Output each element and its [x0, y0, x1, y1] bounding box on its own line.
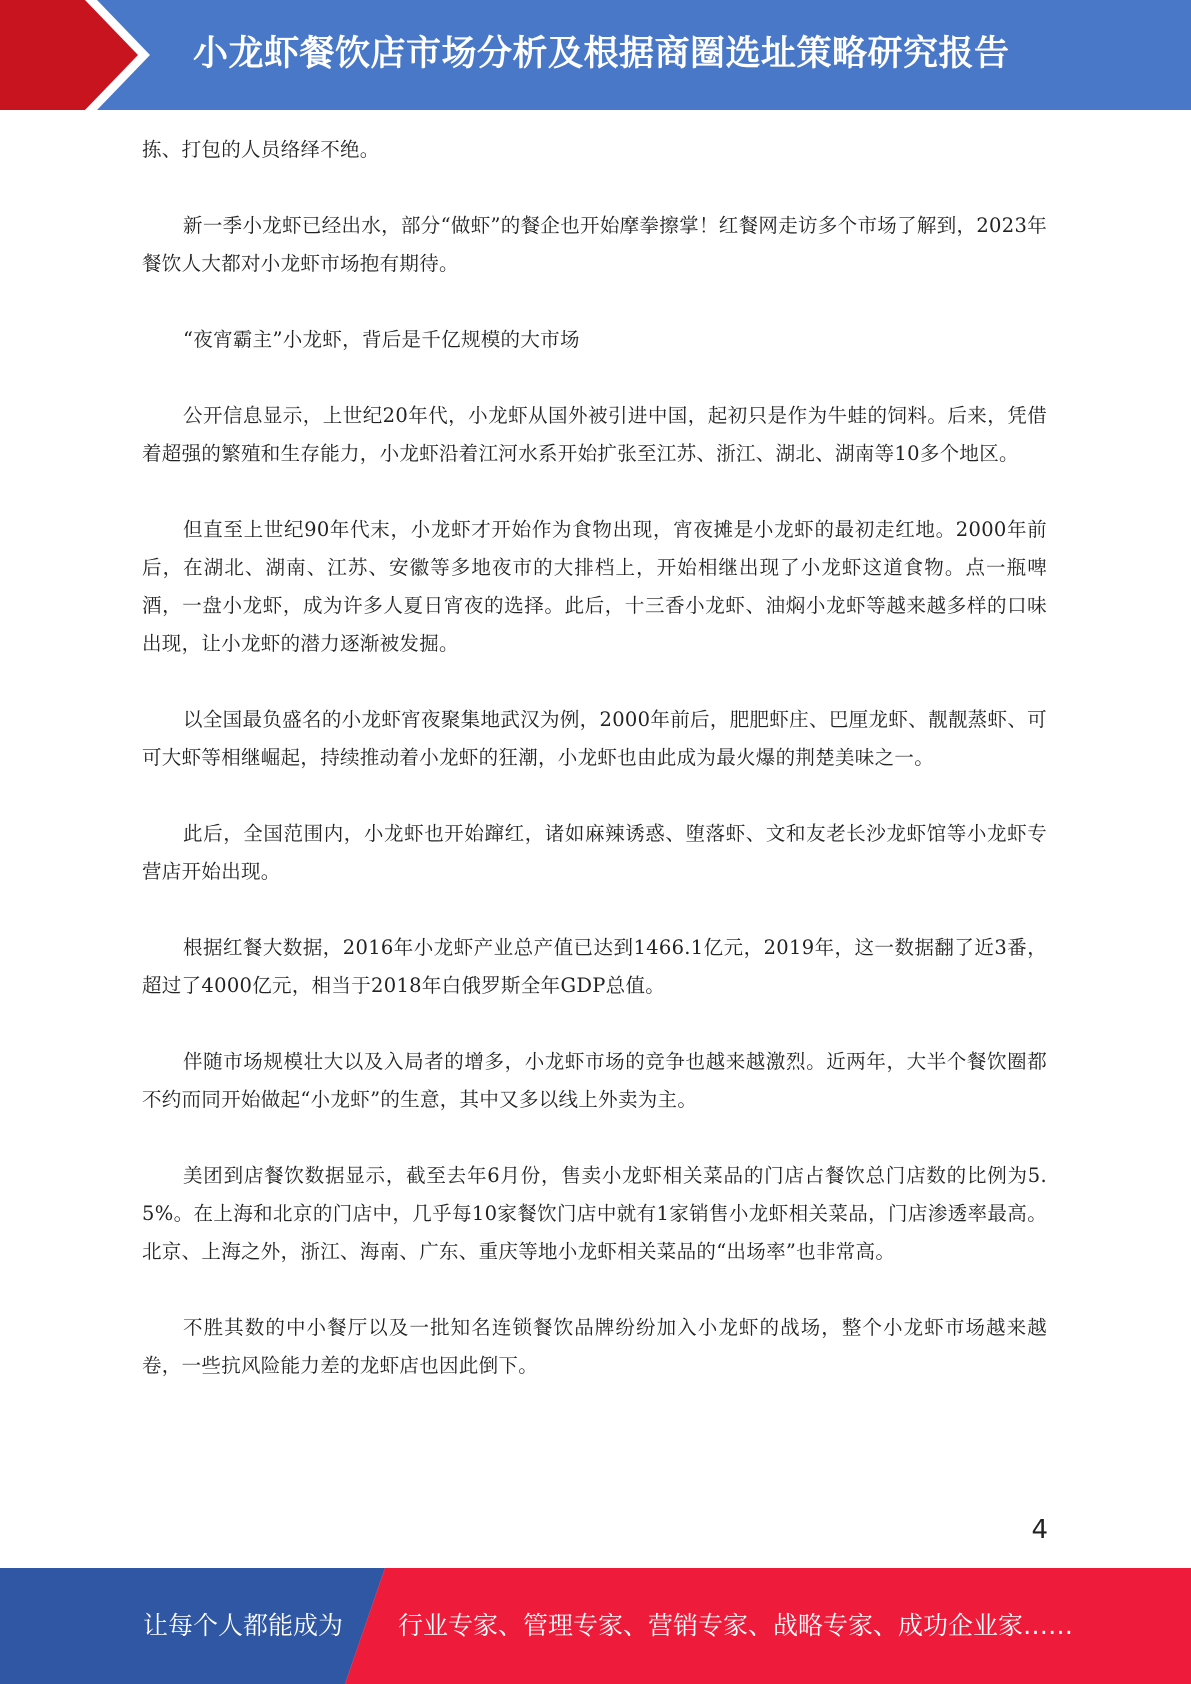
- body-paragraph: 公开信息显示，上世纪20年代，小龙虾从国外被引进中国，起初只是作为牛蛙的饲料。后来，凭借着超强的繁殖和生存能力，小龙虾沿着江河水系开始扩张至江苏、浙江、湖北、湖南等10多个地区。: [142, 404, 1047, 465]
- page-header: [0, 0, 1191, 110]
- body-paragraph: 新一季小龙虾已经出水，部分“做虾”的餐企也开始摩拳擦掌！红餐网走访多个市场了解到，2023年餐饮人大都对小龙虾市场抱有期待。: [142, 214, 1047, 275]
- document-body: [142, 131, 1047, 1423]
- section-heading: “夜宵霸主”小龙虾，背后是千亿规模的大市场: [183, 328, 580, 351]
- body-paragraph: 美团到店餐饮数据显示，截至去年6月份，售卖小龙虾相关菜品的门店占餐饮总门店数的比例为5.5%。在上海和北京的门店中，几乎每10家餐饮门店中就有1家销售小龙虾相关菜品，门店渗透率最高。北京、上海之外，浙江、海南、广东、重庆等地小龙虾相关菜品的“出场率”也非常高。: [142, 1164, 1047, 1263]
- body-paragraph: 但直至上世纪90年代末，小龙虾才开始作为食物出现，宵夜摊是小龙虾的最初走红地。2000年前后，在湖北、湖南、江苏、安徽等多地夜市的大排档上，开始相继出现了小龙虾这道食物。点一瓶啤酒，一盘小龙虾，成为许多人夏日宵夜的选择。此后，十三香小龙虾、油焖小龙虾等越来越多样的口味出现，让小龙虾的潜力逐渐被发掘。: [142, 518, 1047, 655]
- body-paragraph: 不胜其数的中小餐厅以及一批知名连锁餐饮品牌纷纷加入小龙虾的战场，整个小龙虾市场越来越卷，一些抗风险能力差的龙虾店也因此倒下。: [142, 1316, 1047, 1377]
- report-title: 小龙虾餐饮店市场分析及根据商圈选址策略研究报告: [193, 34, 1010, 74]
- header-arrow-decoration: [0, 0, 160, 110]
- page-number: 4: [1031, 1515, 1048, 1545]
- body-paragraph: 此后，全国范围内，小龙虾也开始蹿红，诸如麻辣诱惑、堕落虾、文和友老长沙龙虾馆等小龙虾专营店开始出现。: [142, 822, 1047, 883]
- body-paragraph: 拣、打包的人员络绎不绝。: [142, 138, 380, 161]
- header-red-chevron: [0, 0, 150, 110]
- body-paragraph: 根据红餐大数据，2016年小龙虾产业总产值已达到1466.1亿元，2019年，这一数据翻了近3番，超过了4000亿元，相当于2018年白俄罗斯全年GDP总值。: [142, 936, 1047, 997]
- page-footer: [0, 1568, 1191, 1684]
- body-paragraph: 伴随市场规模壮大以及入局者的增多，小龙虾市场的竞争也越来越激烈。近两年，大半个餐饮圈都不约而同开始做起“小龙虾”的生意，其中又多以线上外卖为主。: [142, 1050, 1047, 1111]
- body-paragraph: 以全国最负盛名的小龙虾宵夜聚集地武汉为例，2000年前后，肥肥虾庄、巴厘龙虾、靓靓蒸虾、可可大虾等相继崛起，持续推动着小龙虾的狂潮，小龙虾也由此成为最火爆的荆楚美味之一。: [142, 708, 1047, 769]
- footer-slogan-right: 行业专家、管理专家、营销专家、战略专家、成功企业家……: [398, 1611, 1074, 1640]
- footer-slogan-left: 让每个人都能成为: [143, 1611, 344, 1640]
